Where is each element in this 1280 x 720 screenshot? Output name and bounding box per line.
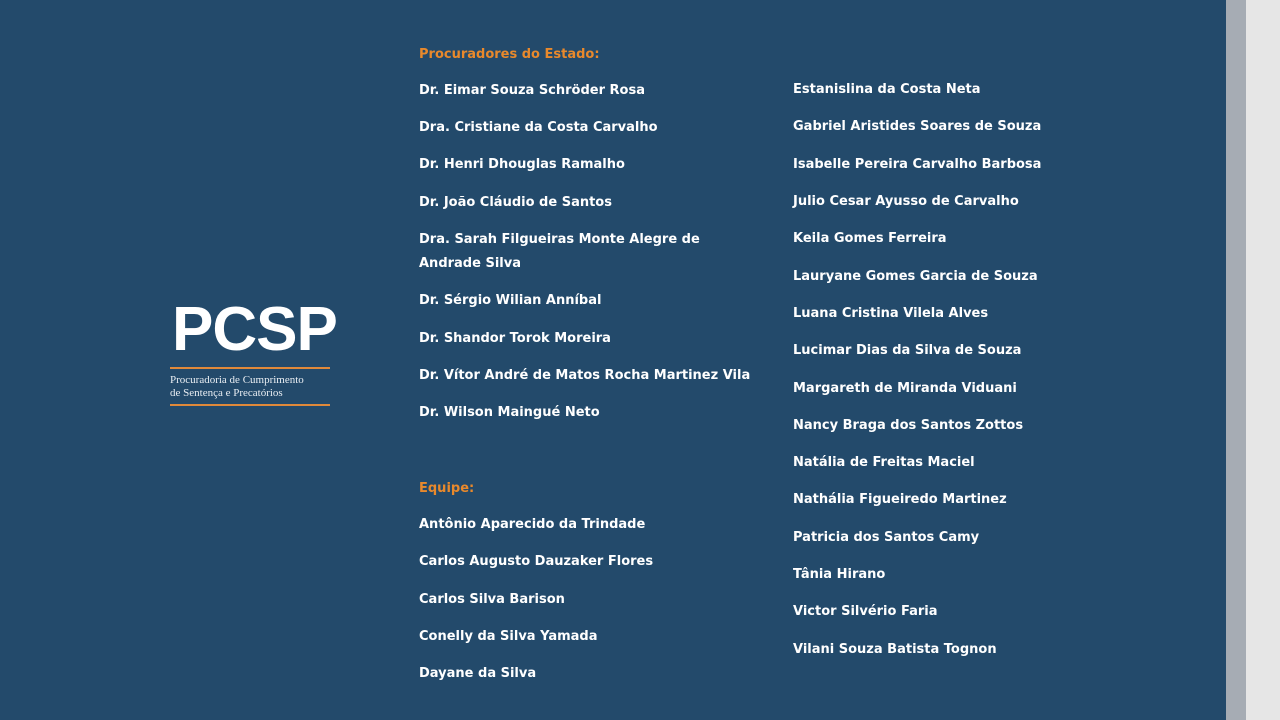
equipe-member-name: Natália de Freitas Maciel (793, 455, 975, 470)
equipe-member-name: Carlos Silva Barison (419, 592, 565, 607)
equipe-member-name: Dayane da Silva (419, 666, 537, 681)
equipe-member-name: Keila Gomes Ferreira (793, 231, 947, 246)
procurador-name: Dr. Vítor André de Matos Rocha Martinez Vila (419, 368, 751, 383)
equipe-member-name: Carlos Augusto Dauzaker Flores (419, 554, 654, 569)
equipe-member-name: Lucimar Dias da Silva de Souza (793, 343, 1022, 358)
procurador-name: Dra. Cristiane da Costa Carvalho (419, 120, 658, 135)
equipe-member-name: Lauryane Gomes Garcia de Souza (793, 269, 1038, 284)
equipe-member-name: Margareth de Miranda Viduani (793, 381, 1017, 396)
equipe-member-name: Julio Cesar Ayusso de Carvalho (793, 194, 1019, 209)
procuradores-title: Procuradores do Estado: (419, 47, 600, 62)
equipe-member-name: Patricia dos Santos Camy (793, 530, 980, 545)
procurador-name: Dr. Eimar Souza Schröder Rosa (419, 83, 645, 98)
equipe-member-name: Nancy Braga dos Santos Zottos (793, 418, 1024, 433)
pcsp-logo (170, 295, 337, 406)
logo-subtitle-line-2: de Sentença e Precatórios (170, 387, 283, 399)
equipe-member-name: Conelly da Silva Yamada (419, 629, 598, 644)
procurador-name: Dr. Sérgio Wilian Anníbal (419, 293, 602, 308)
logo-divider-bottom (170, 404, 330, 406)
procurador-name: Dr. João Cláudio de Santos (419, 195, 612, 210)
vertical-scrollbar[interactable] (1226, 0, 1246, 720)
procurador-name: Dr. Shandor Torok Moreira (419, 331, 611, 346)
procurador-name: Dra. Sarah Filgueiras Monte Alegre de Andrade Silva (419, 232, 700, 271)
equipe-member-name: Isabelle Pereira Carvalho Barbosa (793, 157, 1042, 172)
equipe-member-name: Vilani Souza Batista Tognon (793, 642, 997, 657)
equipe-member-name: Luana Cristina Vilela Alves (793, 306, 989, 321)
equipe-member-name: Estanislina da Costa Neta (793, 82, 981, 97)
equipe-member-name: Tânia Hirano (793, 567, 886, 582)
logo-subtitle-line-1: Procuradoria de Cumprimento (170, 374, 304, 386)
logo-subtitle (170, 369, 330, 404)
equipe-member-name: Victor Silvério Faria (793, 604, 938, 619)
logo-text: PCSP (172, 295, 337, 364)
equipe-title: Equipe: (419, 481, 475, 496)
equipe-member-name: Nathália Figueiredo Martinez (793, 492, 1007, 507)
equipe-member-name: Antônio Aparecido da Trindade (419, 517, 646, 532)
procurador-name: Dr. Wilson Maingué Neto (419, 405, 600, 420)
procurador-name: Dr. Henri Dhouglas Ramalho (419, 157, 625, 172)
equipe-member-name: Gabriel Aristides Soares de Souza (793, 119, 1042, 134)
